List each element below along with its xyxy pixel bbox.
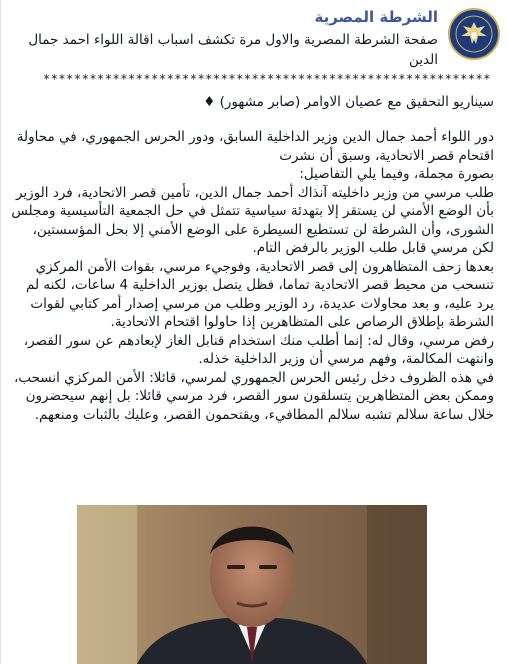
post-headline: صفحة الشرطة المصرية والاول مرة تكشف اسباب اقالة اللواء احمد جمال الدين xyxy=(28,32,438,68)
paragraph: بصورة مجملة، وفيما يلي التفاصيل: xyxy=(299,166,494,182)
post-photo[interactable] xyxy=(77,505,427,664)
paragraph: طلب مرسي من وزير داخليته آنذاك أحمد جمال الدين، تأمين قصر الاتحادية، فرد الوزير بأن الوضع الأمني لن يستقر إلا بتهدئة سياسية تتمثل في حل الجمعية التأسيسية ومجلس الشورى، وأن الشرطة لن تستطيع السيطرة على الوضع الأمني إلا بحل المؤسستين، لكن مرسي قابل طلب الوزير بالرفض التام. xyxy=(11,184,494,256)
paragraph: بعدها زحف المتظاهرون إلى قصر الاتحادية، وفوجيء مرسي، بقوات الأمن المركزي تنسحب من محيط قصر الاتحادية تماما، فظل يتصل بوزير الداخلية 4 ساعات، لكنه لم يرد عليه، و بعد محاولات عديدة، رد الوزير وطلب من مرسي إصدار أمر كتابي لقوات الشرطة بإطلاق الرصاص على المتظاهرين إذا حاولوا اقتحام الاتحادية. xyxy=(25,258,494,330)
paragraph: دور اللواء أحمد جمال الدين وزير الداخلية السابق، ودور الحرس الجمهوري، في محاولة اقتحام قصر الاتحادية، وسبق أن نشرت xyxy=(16,129,494,164)
police-logo-icon[interactable] xyxy=(448,8,500,60)
eagle-emblem-icon xyxy=(454,14,494,54)
paragraph: في هذه الظروف دخل رئيس الحرس الجمهوري لمرسي، قائلا: الأمن المركزي انسحب، وممكن بعض المتظاهرين يتسلقون سور القصر، فرد مرسي قائلا: بل إنهم سيحضرون خلال ساعة سلالم تشبه سلالم المطافيء، ويقتحمون القصر، وعليك بالثبات ومنعهم. xyxy=(13,369,494,423)
paragraph: رفض مرسي، وقال له: إنما أطلب منك استخدام قنابل الغاز لإبعادهم عن سور القصر، وانتهت المكالمة، وفهم مرسي أن وزير الداخلية خذله. xyxy=(23,332,494,367)
post-body xyxy=(8,128,494,424)
scenario-line: سيناريو التحقيق مع عصيان الاوامر (صابر مشهور) ♦ xyxy=(203,94,494,110)
separator-stars: ********************************************************** xyxy=(42,72,491,86)
page-name-link[interactable]: الشرطة المصرية xyxy=(314,8,438,26)
man-portrait-image xyxy=(77,505,427,664)
